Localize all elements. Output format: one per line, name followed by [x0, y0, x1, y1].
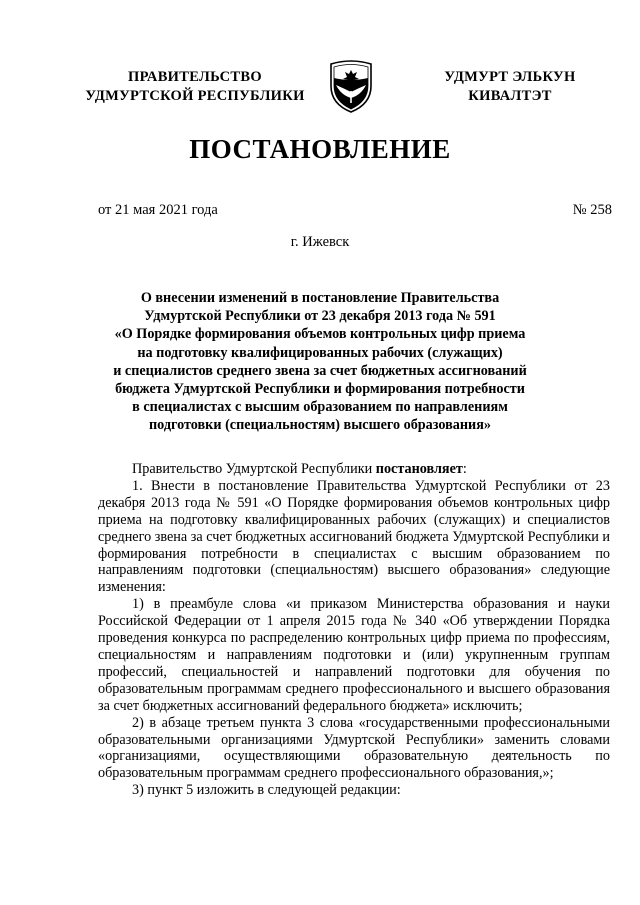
intro-bold-verb: постановляет [375, 461, 463, 477]
document-body [98, 461, 610, 799]
header-right-line1: УДМУРТ ЭЛЬКУН [444, 69, 576, 85]
header-left-line2: УДМУРТСКОЙ РЕСПУБЛИКИ [85, 88, 305, 104]
paragraph-item-1: 1. Внести в постановление Правительства Удмуртской Республики от 23 декабря 2013 года № 591 «О Порядке формирования объемов контрольных цифр приема на подготовку квалифицированных рабочих (служащих) и специалистов среднего звена за счет бюджетных ассигнований бюджета Удмуртской Республики и формирования потребности в специалистах с высшим образованием по направлениям подготовки (специальностям) высшего образования» следующие изменения: [98, 477, 610, 596]
subject-line: бюджета Удмуртской Республики и формирования потребности [115, 381, 525, 398]
document-city: г. Ижевск [290, 234, 350, 250]
header-right-line2: КИВАЛТЭТ [468, 88, 552, 104]
document-number: № 258 [572, 202, 612, 218]
subject-line: О внесении изменений в постановление Правительства [140, 290, 500, 306]
document-title: ПОСТАНОВЛЕНИЕ [189, 134, 451, 164]
subject-line: подготовки (специальностям) высшего образования» [148, 417, 492, 434]
intro-tail: : [462, 461, 467, 477]
paragraph-item-1-3: 3) пункт 5 изложить в следующей редакции: [132, 782, 401, 799]
subject-line: на подготовку квалифицированных рабочих (служащих) [137, 344, 503, 361]
subject-line: Удмуртской Республики от 23 декабря 2013 года № 591 [144, 308, 496, 325]
header-right-udm [420, 68, 600, 106]
paragraph-item-1-1: 1) в преамбуле слова «и приказом Министерства образования и науки Российской Федерации от 1 апреля 2015 года № 340 «Об утверждении Порядка проведения конкурса по распределению контрольных цифр приема по профессиям, специальностям и направлениям подготовки и (или) укрупненным группам профессий, специальностей и направлений подготовки для обучения по образовательным программам среднего профессионального и высшего образования за счет бюджетных ассигнований федерального бюджета» исключить; [98, 596, 610, 714]
subject-line: и специалистов среднего звена за счет бюджетных ассигнований [113, 362, 527, 379]
document-date: от 21 мая 2021 года [98, 202, 218, 218]
intro-text: Правительство Удмуртской Республики [132, 461, 376, 477]
header-left-line1: ПРАВИТЕЛЬСТВО [128, 69, 262, 85]
document-subject [80, 289, 560, 435]
udmurt-coat-of-arms-icon [327, 58, 375, 114]
header-left-ru [70, 68, 320, 106]
subject-line: в специалистах с высшим образованием по направлениям [132, 399, 508, 416]
intro-paragraph [98, 461, 610, 478]
paragraph-item-1-2: 2) в абзаце третьем пункта 3 слова «государственными профессиональными образовательными организациями Удмуртской Республики» заменить словами «организациями, осуществляющими образовательную деятельность по образовательным программам среднего профессионального образования,»; [98, 714, 610, 782]
subject-line: «О Порядке формирования объемов контрольных цифр приема [114, 326, 526, 343]
